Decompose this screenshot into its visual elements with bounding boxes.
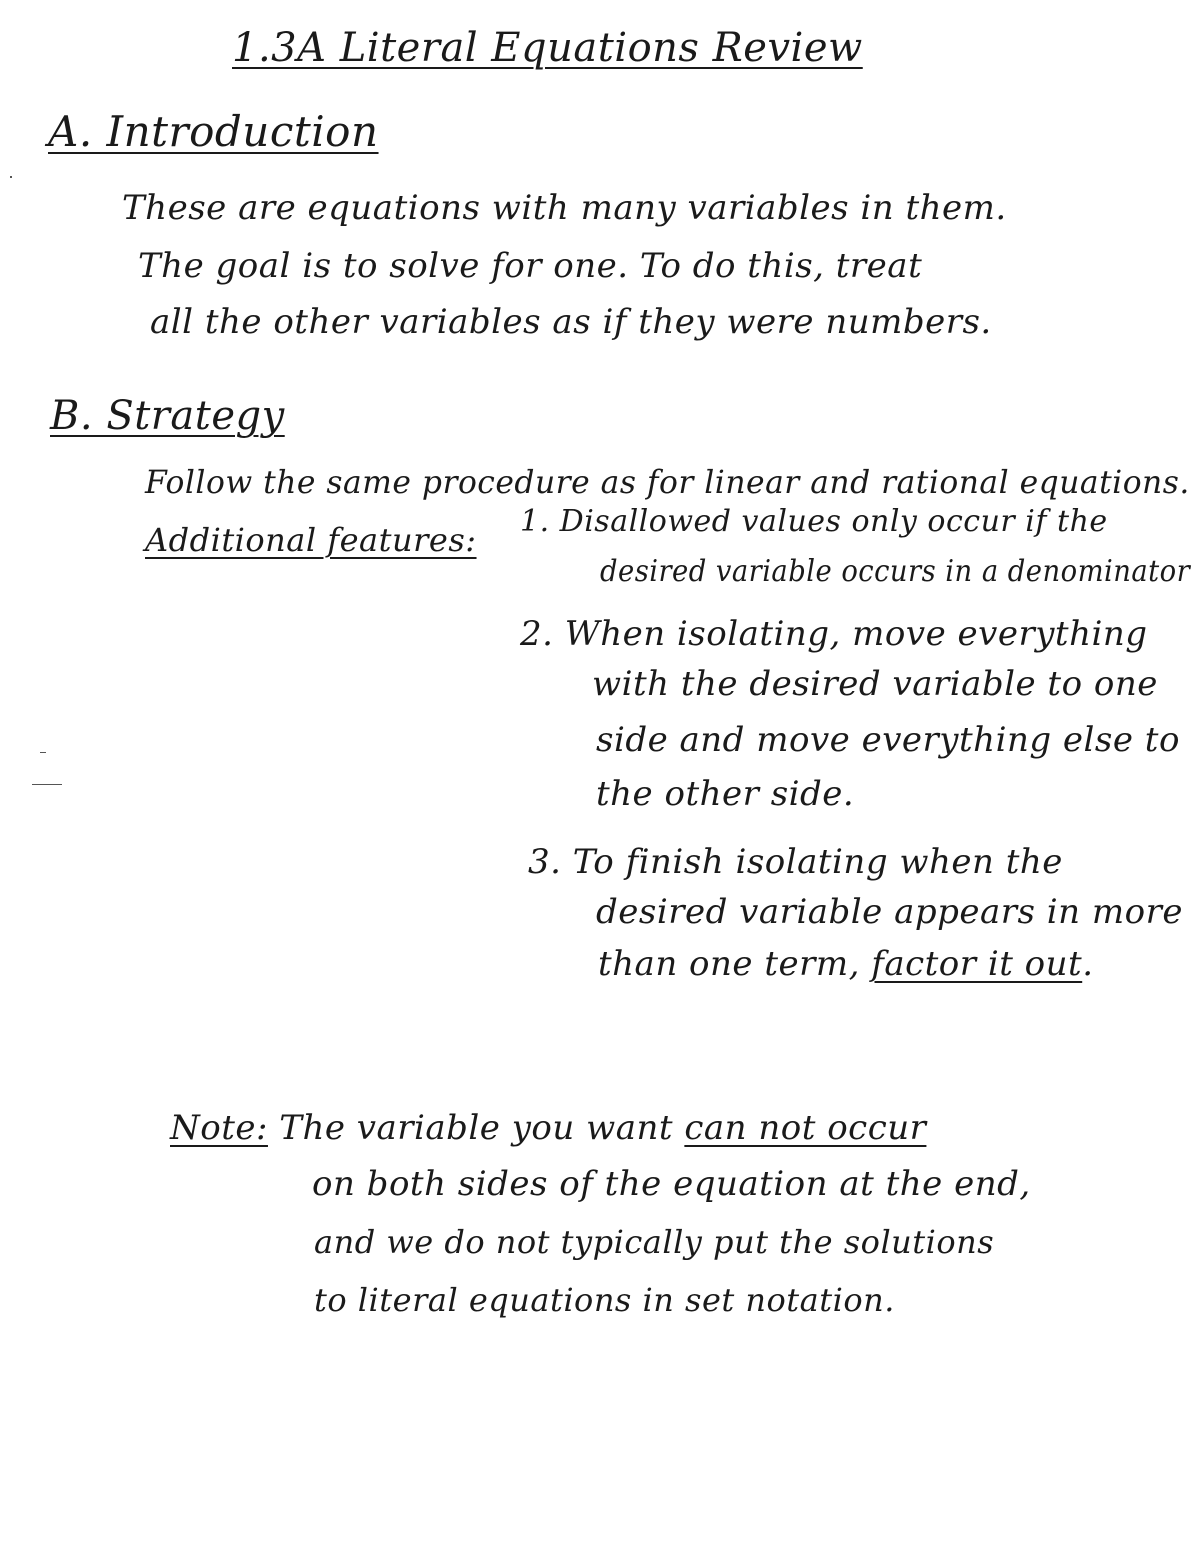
- item-3-text: than one term,: [598, 944, 872, 984]
- intro-line: The goal is to solve for one. To do this, treat: [138, 246, 923, 286]
- factor-it-out-emphasis: factor it out: [871, 944, 1083, 984]
- scan-mark: [32, 784, 62, 785]
- additional-features-label: Additional features:: [145, 521, 477, 559]
- strategy-item-2-line: the other side.: [596, 774, 855, 814]
- note-text: The variable you want: [267, 1108, 685, 1148]
- strategy-item-1-line: 1. Disallowed values only occur if the: [520, 504, 1108, 539]
- note-label: Note:: [170, 1108, 268, 1148]
- strategy-item-3-line: 3. To finish isolating when the: [528, 842, 1063, 882]
- strategy-item-2-line: 2. When isolating, move everything: [520, 614, 1148, 654]
- scan-mark: [40, 752, 46, 753]
- strategy-item-2-line: side and move everything else to: [596, 720, 1180, 760]
- strategy-item-1-line: desired variable occurs in a denominator: [600, 554, 1191, 589]
- strategy-item-3-line: desired variable appears in more: [596, 892, 1183, 932]
- strategy-item-2-line: with the desired variable to one: [592, 664, 1158, 704]
- section-heading-strategy: B. Strategy: [50, 393, 285, 439]
- page-title: 1.3A Literal Equations Review: [232, 25, 863, 71]
- section-heading-introduction: A. Introduction: [48, 107, 379, 156]
- note-line: [170, 1108, 926, 1148]
- note-line: on both sides of the equation at the end,: [312, 1164, 1031, 1204]
- intro-line: all the other variables as if they were numbers.: [150, 302, 992, 342]
- item-3-period: .: [1082, 944, 1094, 984]
- intro-line: These are equations with many variables in them.: [122, 188, 1007, 228]
- scan-mark: [10, 176, 12, 178]
- note-emphasis: can not occur: [684, 1108, 927, 1148]
- note-line: and we do not typically put the solutions: [314, 1223, 995, 1261]
- strategy-item-3-line: [598, 944, 1094, 984]
- note-line: to literal equations in set notation.: [314, 1281, 895, 1319]
- strategy-line: Follow the same procedure as for linear and rational equations.: [145, 463, 1190, 501]
